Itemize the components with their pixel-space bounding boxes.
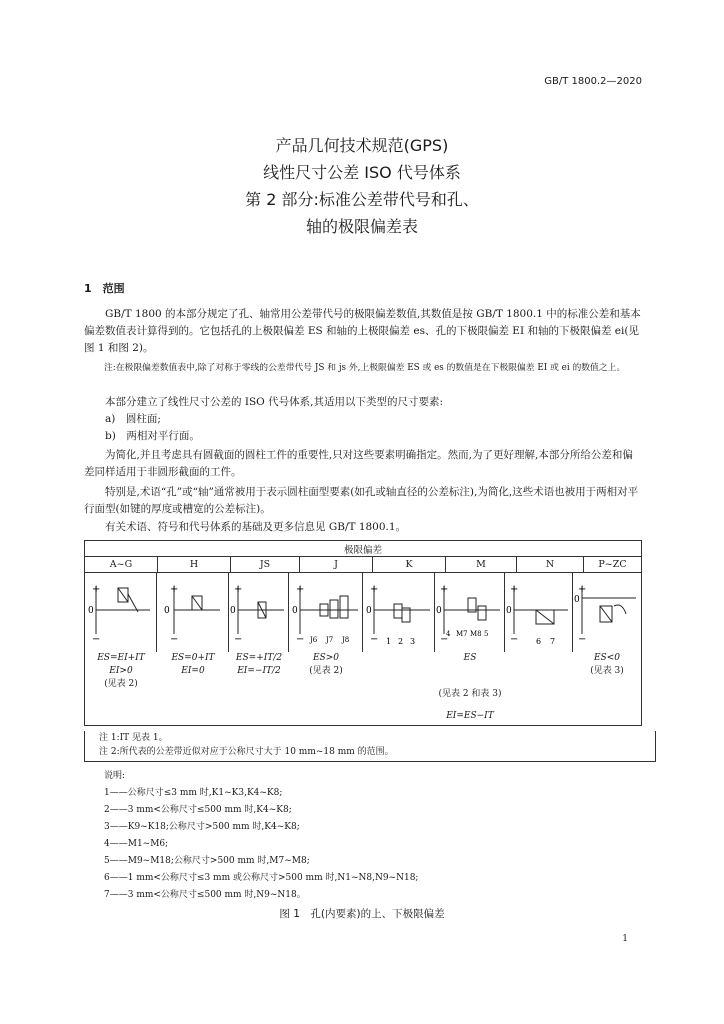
col-m: M [446, 557, 517, 573]
title-line-2: 线性尺寸公差 ISO 代号体系 [263, 163, 461, 182]
list-item-a: a) 圆柱面; [105, 413, 161, 425]
formula-j-ref: (见表 2) [309, 666, 343, 676]
table-note-1: 注 1:IT 见表 1。 [99, 733, 168, 743]
n-label-7: 7 [550, 637, 556, 646]
plus-sign: + [440, 584, 449, 595]
page-number: 1 [622, 934, 628, 944]
diagram-h [158, 572, 228, 714]
m-label-5: 5 [484, 630, 489, 638]
kmn-reference: (见表 2 和表 3) [438, 689, 502, 699]
minus-sign: − [234, 634, 243, 645]
paragraph-reference: 有关术语、符号和代号体系的基础及更多信息见 GB/T 1800.1。 [105, 521, 407, 533]
minus-sign: − [510, 634, 519, 645]
col-k: K [373, 557, 446, 573]
col-j: J [300, 557, 373, 573]
plus-sign: + [234, 584, 243, 595]
zero-line-label: 0 [366, 606, 372, 616]
legend-item-7: 7——3 mm<公称尺寸≤500 mm 时,N9~N18。 [104, 890, 306, 900]
note-deviation-order: 注:在极限偏差数值表中,除了对称于零线的公差带代号 JS 和 js 外,上极限偏差 ES 或 es 的数值是在下极限偏差 EI 或 ei 的数值之上。 [104, 363, 626, 373]
plus-sign: + [92, 584, 101, 595]
minus-sign: − [92, 634, 101, 645]
plus-sign: + [170, 584, 179, 595]
m-label-m7: M7 [456, 630, 468, 638]
minus-sign: − [578, 634, 587, 645]
table-header: 极限偏差 [85, 541, 642, 557]
title-line-1: 产品几何技术规范(GPS) [275, 136, 449, 155]
paragraph-applicability: 本部分建立了线性尺寸公差的 ISO 代号体系,其适用以下类型的尺寸要素: [105, 396, 443, 408]
diagram-a-g [86, 572, 156, 714]
formula-a-g-ref: (见表 2) [104, 679, 138, 689]
m-label-m8: M8 [470, 630, 482, 638]
legend-item-2: 2——3 mm<公称尺寸≤500 mm 时,K4~K8; [104, 805, 292, 815]
figure-caption: 图 1 孔(内要素)的上、下极限偏差 [279, 908, 445, 920]
minus-sign: − [170, 634, 179, 645]
plus-sign: + [578, 584, 587, 595]
table-note-2: 注 2:所代表的公差带近似对应于公称尺寸大于 10 mm~18 mm 的范围。 [99, 747, 394, 757]
m-label-4: 4 [446, 630, 451, 638]
plus-sign: + [370, 584, 379, 595]
table-notes [84, 731, 656, 762]
title-line-4: 轴的极限偏差表 [305, 217, 418, 236]
formula-h-1: ES=0+IT [171, 653, 215, 663]
legend [104, 768, 418, 904]
standard-code: GB/T 1800.2—2020 [544, 76, 642, 87]
formula-a-g-1: ES=EI+IT [97, 653, 145, 663]
section-heading: 1 范围 [84, 282, 125, 295]
plus-sign: + [296, 584, 305, 595]
legend-item-5: 5——M9~M18;公称尺寸>500 mm 时,M7~M8; [104, 856, 310, 866]
paragraph-simplification: 为简化,并且考虑具有圆截面的圆柱工件的重要性,只对这些要素明确指定。然而,为了更好理解,本部分所给公差和偏差同样适用于非圆形截面的工件。 [84, 449, 633, 478]
legend-item-1: 1——公称尺寸≤3 mm 时,K1~K3,K4~K8; [104, 788, 283, 798]
j7-label: J7 [326, 636, 334, 644]
k-label-3: 3 [410, 637, 416, 646]
kmn-formula: EI=ES−IT [446, 711, 494, 721]
legend-item-4: 4——M1~M6; [104, 839, 169, 849]
paragraph-scope: GB/T 1800 的本部分规定了孔、轴常用公差带代号的极限偏差数值,其数值是按 GB/T 1800.1 中的标准公差和基本偏差数值表计算得到的。它包括孔的上极限偏差 ES 和轴的上极限偏差 es、孔的下极限偏差 EI 和轴的下极限偏差 ei(见图 1 和图 2)。 [84, 308, 641, 354]
k-label-1: 1 [386, 637, 392, 646]
k-label-2: 2 [398, 637, 404, 646]
col-a-g: A~G [85, 557, 158, 573]
formula-pzc-1: ES<0 [593, 653, 620, 663]
paragraph-terms: 特别是,术语“孔”或“轴”通常被用于表示圆柱面型要素(如孔或轴直径的公差标注),为简化,这些术语也被用于两相对平行面型(如键的厚度或槽宽的公差标注)。 [84, 486, 639, 515]
j8-label: J8 [342, 636, 350, 644]
list-item-b: b) 两相对平行面。 [105, 430, 200, 442]
zero-line-label: 0 [436, 606, 442, 616]
zero-line-label: 0 [292, 606, 298, 616]
legend-title: 说明: [104, 771, 126, 781]
col-js: JS [231, 557, 300, 573]
n-label-6: 6 [536, 637, 542, 646]
diagram-js [230, 572, 288, 714]
formula-m-1: ES [463, 653, 477, 663]
col-p-zc: P~ZC [584, 557, 642, 573]
plus-sign: + [510, 584, 519, 595]
formula-h-2: EI=0 [181, 666, 205, 676]
col-n: N [517, 557, 584, 573]
zero-line-label: 0 [574, 595, 580, 605]
legend-item-3: 3——K9~K18;公称尺寸>500 mm 时,K4~K8; [104, 822, 300, 832]
j6-label: J6 [310, 636, 318, 644]
title-line-3: 第 2 部分:标准公差带代号和孔、 [245, 190, 479, 209]
col-h: H [158, 557, 231, 573]
formula-js-1: ES=+IT/2 [235, 653, 283, 663]
formula-js-2: EI=−IT/2 [237, 666, 281, 676]
zero-line-label: 0 [164, 606, 170, 616]
minus-sign: − [370, 634, 379, 645]
minus-sign: − [440, 634, 449, 645]
diagram-j [290, 572, 362, 714]
formula-j-1: ES>0 [312, 653, 339, 663]
legend-item-6: 6——1 mm<公称尺寸≤3 mm 或公称尺寸>500 mm 时,N1~N8,N9~N18; [104, 873, 419, 883]
formula-a-g-2: EI>0 [109, 666, 133, 676]
diagram-p-zc [574, 572, 640, 714]
zero-line-label: 0 [230, 606, 236, 616]
formula-pzc-ref: (见表 3) [590, 666, 624, 676]
zero-line-label: 0 [88, 606, 94, 616]
minus-sign: − [296, 634, 305, 645]
zero-line-label: 0 [506, 606, 512, 616]
